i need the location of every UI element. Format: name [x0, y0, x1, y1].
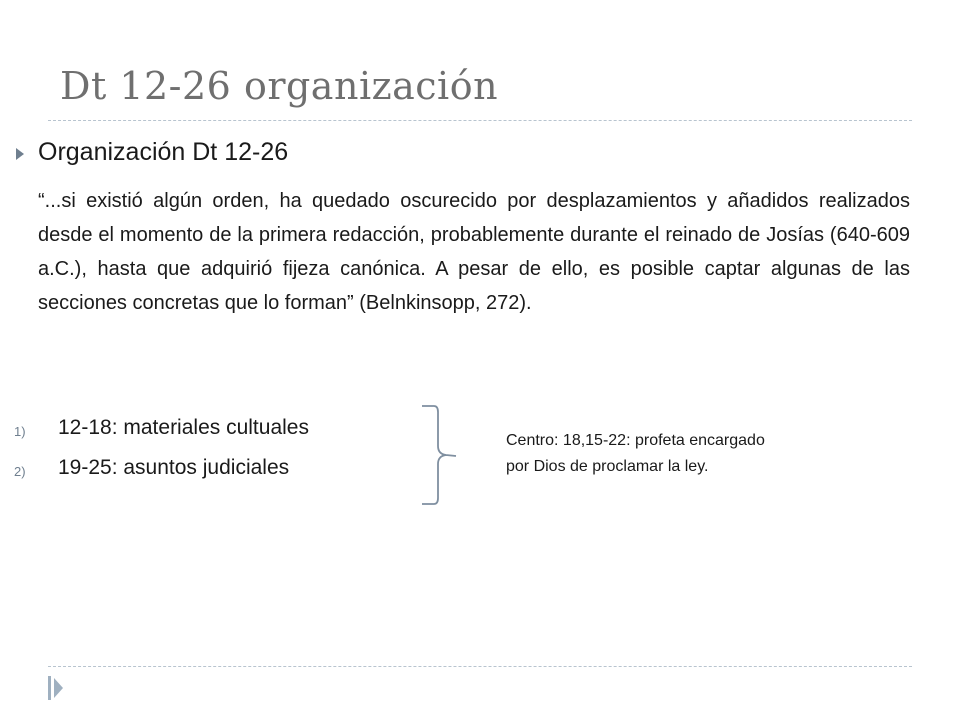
side-note-line: por Dios de proclamar la ley. [506, 458, 709, 475]
brace-icon [414, 400, 464, 510]
list-item: 12-18: materiales cultuales [58, 416, 309, 439]
footer-divider [48, 666, 912, 667]
side-note [506, 428, 765, 480]
list-item: 19-25: asuntos judiciales [58, 456, 290, 479]
title-divider [48, 120, 912, 121]
side-note-line: Centro: 18,15-22: profeta encargado [506, 432, 765, 449]
quote-paragraph: “...si existió algún orden, ha quedado oscurecido por desplazamientos y añadidos realizados desde el momento de la primera redacción, probablemente durante el reinado de Josías (640-609 a.C.), hasta que adquirió fijeza canónica. A pesar de ello, es posible captar algunas de las secciones concretas que lo forman” (Belnkinsopp, 272). [38, 190, 910, 314]
slide-corner-icon [48, 676, 64, 700]
slide-title: Dt 12-26 organización [60, 64, 499, 108]
bullet-heading: Organización Dt 12-26 [38, 138, 289, 166]
list-number: 2) [14, 464, 26, 479]
list-number: 1) [14, 424, 26, 439]
bullet-arrow-icon [16, 148, 24, 160]
